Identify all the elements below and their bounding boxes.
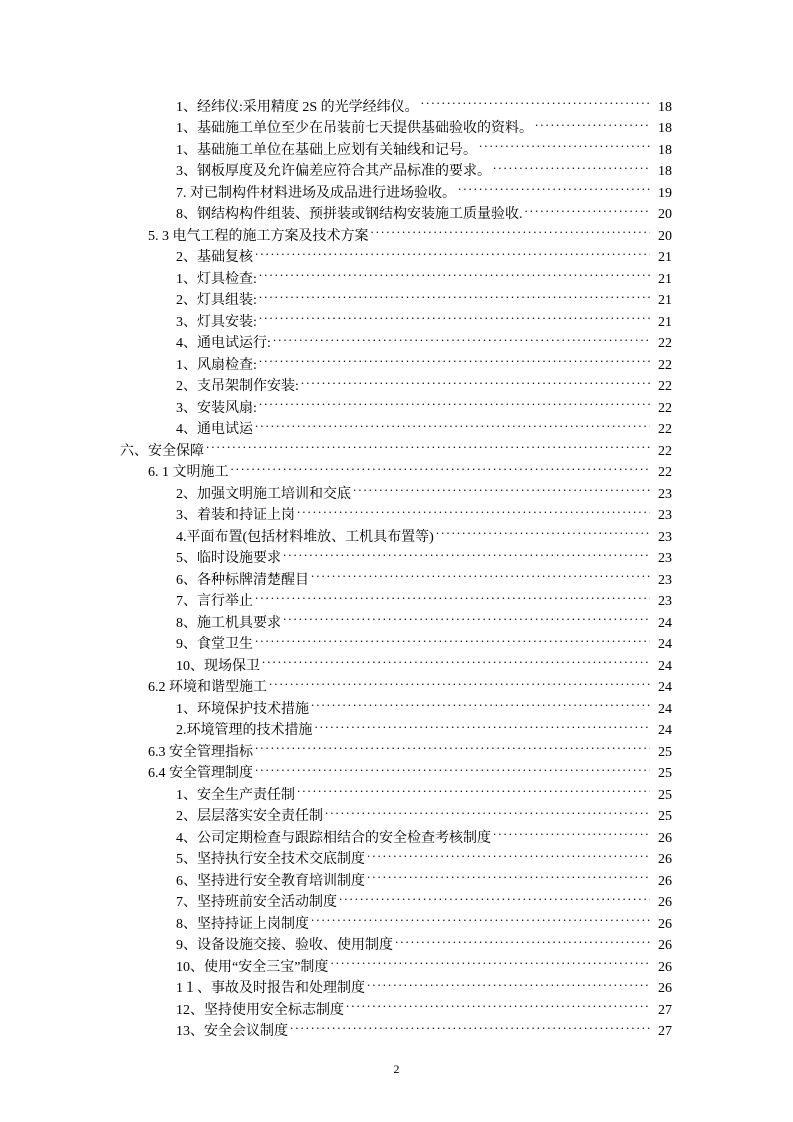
toc-entry-page: 18: [658, 121, 672, 136]
toc-entry-page: 18: [658, 164, 672, 179]
toc-entry-label: 1、基础施工单位在基础上应划有关轴线和记号。: [176, 142, 477, 158]
toc-entry-page: 26: [658, 830, 672, 846]
toc-entry-label: 1、风扇检查:: [176, 357, 257, 373]
toc-leader-dots: [367, 971, 650, 993]
toc-leader-dots: [315, 713, 651, 735]
toc-entry-page: 23: [658, 551, 672, 566]
toc-entry-label: 3、安装风扇:: [176, 400, 257, 416]
toc-leader-dots: [458, 175, 650, 197]
toc-leader-dots: [255, 734, 650, 756]
toc-leader-dots: [311, 906, 650, 928]
toc-entry-label: 1１、事故及时报告和处理制度: [176, 981, 365, 996]
toc-entry-label: 2、灯具组装:: [176, 293, 257, 308]
toc-entry-label: 4、通电试运行:: [176, 336, 271, 351]
toc-entry-page: 20: [658, 228, 672, 244]
toc-leader-dots: [367, 842, 650, 864]
toc-leader-dots: [283, 541, 650, 563]
toc-entry-page: 24: [658, 658, 672, 674]
toc-leader-dots: [325, 799, 650, 821]
toc-entry-page: 26: [658, 959, 672, 975]
toc-entry-page: 24: [658, 637, 672, 652]
toc-leader-dots: [259, 390, 650, 412]
toc-leader-dots: [259, 283, 650, 305]
toc-leader-dots: [259, 304, 650, 326]
toc-leader-dots: [255, 756, 650, 778]
toc-entry-page: 25: [658, 744, 672, 760]
toc-leader-dots: [493, 154, 650, 176]
toc-leader-dots: [269, 670, 650, 692]
toc-entry-label: 6.2 环境和谐型施工: [148, 680, 267, 695]
toc-entry-page: 19: [658, 185, 672, 201]
toc-entry-label: 5、坚持执行安全技术交底制度: [176, 852, 365, 867]
toc-entry-page: 22: [658, 379, 672, 394]
toc-entry-page: 22: [658, 443, 672, 459]
toc-entry-label: 4.平面布置(包括材料堆放、工机具布置等): [176, 529, 434, 545]
toc-leader-dots: [297, 777, 650, 799]
toc-entry-page: 22: [658, 336, 672, 351]
toc-entry-page: 26: [658, 916, 672, 932]
toc-entry-label: 1、经纬仪:采用精度 2S 的光学经纬仪。: [176, 99, 419, 115]
toc-leader-dots: [525, 197, 651, 219]
toc-entry-page: 24: [658, 680, 672, 695]
toc-entry-label: 6. 1 文明施工: [148, 465, 229, 480]
toc-leader-dots: [535, 111, 650, 133]
toc-entry-page: 24: [658, 723, 672, 738]
toc-entry-page: 22: [658, 357, 672, 373]
toc-leader-dots: [353, 476, 650, 498]
toc-entry-page: 23: [658, 486, 672, 502]
toc-entry-label: 5. 3 电气工程的施工方案及技术方案: [148, 228, 369, 244]
toc-entry-label: 1、环境保护技术措施: [176, 701, 309, 717]
toc-entry-label: 1、基础施工单位至少在吊装前七天提供基础验收的资料。: [176, 121, 533, 136]
toc-entry-label: 12、坚持使用安全标志制度: [176, 1002, 344, 1018]
toc-entry-page: 25: [658, 766, 672, 781]
toc-leader-dots: [255, 240, 650, 262]
toc-entry-label: 4、通电试运: [176, 422, 253, 437]
toc-entry-label: 9、食堂卫生: [176, 637, 253, 652]
toc-leader-dots: [371, 218, 651, 240]
toc-list: [120, 89, 672, 1039]
toc-entry-page: 27: [658, 1002, 672, 1018]
toc-entry-label: 3、着装和持证上岗: [176, 508, 295, 523]
toc-entry-page: 21: [658, 293, 672, 308]
toc-entry-label: 13、安全会议制度: [176, 1024, 288, 1039]
toc-leader-dots: [301, 369, 650, 391]
toc-leader-dots: [259, 261, 650, 283]
toc-entry-page: 23: [658, 529, 672, 545]
toc-entry-label: 3、灯具安装:: [176, 314, 257, 330]
toc-leader-dots: [297, 498, 650, 520]
toc-leader-dots: [206, 433, 650, 455]
toc-entry-page: 22: [658, 400, 672, 416]
toc-leader-dots: [283, 605, 650, 627]
toc-entry-page: 18: [658, 99, 672, 115]
toc-entry-label: 8、钢结构构件组装、预拼装或钢结构安装施工质量验收.: [176, 207, 523, 222]
toc-leader-dots: [290, 1014, 650, 1036]
toc-entry-page: 25: [658, 787, 672, 803]
toc-entry-page: 26: [658, 938, 672, 953]
toc-entry-page: 21: [658, 271, 672, 287]
toc-entry-label: 1、安全生产责任制: [176, 787, 295, 803]
toc-entry: [176, 89, 672, 115]
toc-entry-page: 24: [658, 701, 672, 717]
toc-entry-label: 2.环境管理的技术措施: [176, 723, 313, 738]
toc-entry-label: 5、临时设施要求: [176, 551, 281, 566]
toc-entry-label: 7、言行举止: [176, 594, 253, 609]
toc-entry-page: 26: [658, 981, 672, 996]
toc-leader-dots: [255, 584, 650, 606]
page-number: 2: [393, 1062, 400, 1076]
toc-entry-page: 26: [658, 895, 672, 910]
toc-entry: [176, 476, 672, 502]
toc-entry-page: 23: [658, 594, 672, 609]
toc-entry-page: 27: [658, 1024, 672, 1039]
toc-entry-label: 8、施工机具要求: [176, 615, 281, 631]
toc-entry-label: 10、使用“安全三宝”制度: [176, 959, 329, 975]
toc-entry-label: 7、坚持班前安全活动制度: [176, 895, 337, 910]
toc-leader-dots: [421, 89, 650, 111]
toc-entry-page: 21: [658, 314, 672, 330]
toc-entry-page: 22: [658, 465, 672, 480]
toc-entry-page: 24: [658, 615, 672, 631]
toc-leader-dots: [259, 347, 650, 369]
toc-leader-dots: [395, 928, 650, 950]
toc-entry-label: 6.4 安全管理制度: [148, 766, 253, 781]
toc-leader-dots: [231, 455, 651, 477]
toc-entry-page: 25: [658, 809, 672, 824]
toc-entry-label: 2、基础复核: [176, 250, 253, 265]
toc-entry-page: 23: [658, 572, 672, 588]
toc-entry-page: 20: [658, 207, 672, 222]
toc-leader-dots: [339, 885, 650, 907]
toc-entry-label: 6、各种标牌清楚醒目: [176, 572, 309, 588]
toc-entry-label: 4、公司定期检查与跟踪相结合的安全检查考核制度: [176, 830, 491, 846]
toc-entry-label: 2、层层落实安全责任制: [176, 809, 323, 824]
toc-leader-dots: [436, 519, 650, 541]
toc-entry-label: 1、灯具检查:: [176, 271, 257, 287]
toc-entry: [148, 455, 672, 480]
toc-entry-label: 7. 对已制构件材料进场及成品进行进场验收。: [176, 185, 456, 201]
toc-leader-dots: [273, 326, 650, 348]
toc-entry-label: 2、加强文明施工培训和交底: [176, 486, 351, 502]
toc-leader-dots: [255, 627, 650, 649]
toc-entry-page: 18: [658, 142, 672, 158]
toc-entry-page: 26: [658, 852, 672, 867]
toc-leader-dots: [311, 691, 650, 713]
toc-entry-label: 6.3 安全管理指标: [148, 744, 253, 760]
toc-entry-page: 22: [658, 422, 672, 437]
toc-entry-label: 六、安全保障: [120, 443, 204, 459]
toc-entry-label: 2、支吊架制作安装:: [176, 379, 299, 394]
toc-entry-label: 9、设备设施交接、验收、使用制度: [176, 938, 393, 953]
toc-entry-page: 21: [658, 250, 672, 265]
toc-entry-page: 23: [658, 508, 672, 523]
toc-entry-label: 8、坚持持证上岗制度: [176, 916, 309, 932]
toc-leader-dots: [311, 562, 650, 584]
toc-entry-label: 10、现场保卫: [176, 658, 260, 674]
toc-leader-dots: [255, 412, 650, 434]
toc-leader-dots: [262, 648, 650, 670]
toc-entry-page: 26: [658, 873, 672, 889]
toc-leader-dots: [493, 820, 650, 842]
toc-leader-dots: [330, 949, 650, 971]
toc-entry-label: 3、钢板厚度及允许偏差应符合其产品标准的要求。: [176, 164, 491, 179]
toc-entry-label: 6、坚持进行安全教育培训制度: [176, 873, 365, 889]
toc-leader-dots: [346, 992, 650, 1014]
toc-leader-dots: [367, 863, 650, 885]
toc-leader-dots: [479, 132, 650, 154]
